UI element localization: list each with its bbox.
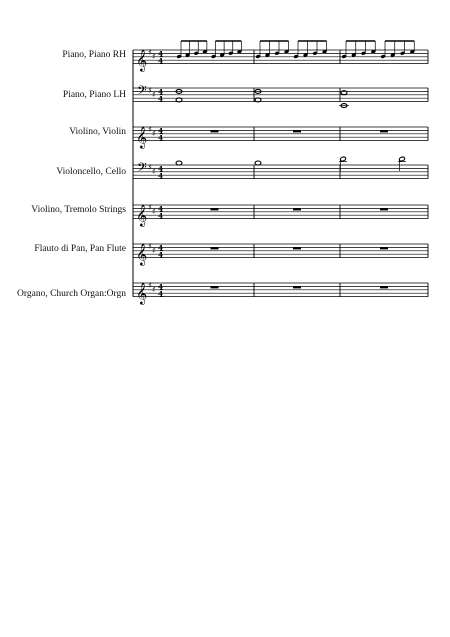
time-signature-numerator: 4 bbox=[158, 126, 164, 136]
whole-rest-icon bbox=[293, 286, 301, 288]
time-signature-numerator: 4 bbox=[158, 49, 164, 59]
time-signature-denominator: 4 bbox=[158, 133, 164, 143]
bass-clef-icon: 𝄢 bbox=[137, 160, 147, 178]
staff-label-cello: Violoncello, Cello bbox=[56, 167, 126, 177]
sharp-icon: ♯ bbox=[152, 246, 156, 255]
whole-rest-icon bbox=[211, 208, 219, 210]
staff-label-piano-lh: Piano, Piano LH bbox=[62, 90, 126, 100]
staff-label-piano-rh: Piano, Piano RH bbox=[62, 50, 126, 60]
time-signature-denominator: 4 bbox=[158, 289, 164, 299]
time-signature-denominator: 4 bbox=[158, 56, 164, 66]
sharp-icon: ♯ bbox=[148, 48, 152, 57]
staff-label-violin: Violino, Violin bbox=[69, 127, 126, 137]
sharp-icon: ♯ bbox=[148, 281, 152, 290]
sharp-icon: ♯ bbox=[148, 242, 152, 251]
sharp-icon: ♯ bbox=[148, 203, 152, 212]
whole-note-head bbox=[255, 161, 261, 165]
whole-rest-icon bbox=[380, 247, 388, 249]
bass-clef-icon: 𝄢 bbox=[137, 83, 147, 101]
whole-rest-icon bbox=[293, 247, 301, 249]
sharp-icon: ♯ bbox=[148, 163, 152, 172]
time-signature-numerator: 4 bbox=[158, 204, 164, 214]
sharp-icon: ♯ bbox=[152, 207, 156, 216]
sharp-icon: ♯ bbox=[152, 167, 156, 176]
time-signature-denominator: 4 bbox=[158, 211, 164, 221]
whole-rest-icon bbox=[293, 130, 301, 132]
sharp-icon: ♯ bbox=[148, 86, 152, 95]
sharp-icon: ♯ bbox=[152, 129, 156, 138]
time-signature-numerator: 4 bbox=[158, 87, 164, 97]
treble-clef-icon: 𝄞 bbox=[136, 243, 148, 266]
whole-rest-icon bbox=[211, 247, 219, 249]
treble-clef-icon: 𝄞 bbox=[136, 204, 148, 227]
treble-clef-icon: 𝄞 bbox=[136, 49, 148, 72]
staff-label-tremolo-strings: Violino, Tremolo Strings bbox=[31, 205, 126, 215]
whole-rest-icon bbox=[211, 286, 219, 288]
sharp-icon: ♯ bbox=[152, 90, 156, 99]
time-signature-denominator: 4 bbox=[158, 94, 164, 104]
time-signature-numerator: 4 bbox=[158, 243, 164, 253]
whole-rest-icon bbox=[211, 130, 219, 132]
sharp-icon: ♯ bbox=[152, 285, 156, 294]
staff-label-church-organ: Organo, Church Organ:Orgn bbox=[17, 289, 126, 299]
treble-clef-icon: 𝄞 bbox=[136, 126, 148, 149]
staff-label-pan-flute: Flauto di Pan, Pan Flute bbox=[34, 244, 126, 254]
whole-rest-icon bbox=[293, 208, 301, 210]
time-signature-numerator: 4 bbox=[158, 164, 164, 174]
sharp-icon: ♯ bbox=[148, 125, 152, 134]
whole-rest-icon bbox=[380, 208, 388, 210]
whole-note-head bbox=[176, 161, 182, 165]
time-signature-denominator: 4 bbox=[158, 250, 164, 260]
sharp-icon: ♯ bbox=[152, 52, 156, 61]
whole-rest-icon bbox=[380, 286, 388, 288]
time-signature-numerator: 4 bbox=[158, 282, 164, 292]
time-signature-denominator: 4 bbox=[158, 171, 164, 181]
whole-rest-icon bbox=[380, 130, 388, 132]
treble-clef-icon: 𝄞 bbox=[136, 282, 148, 305]
